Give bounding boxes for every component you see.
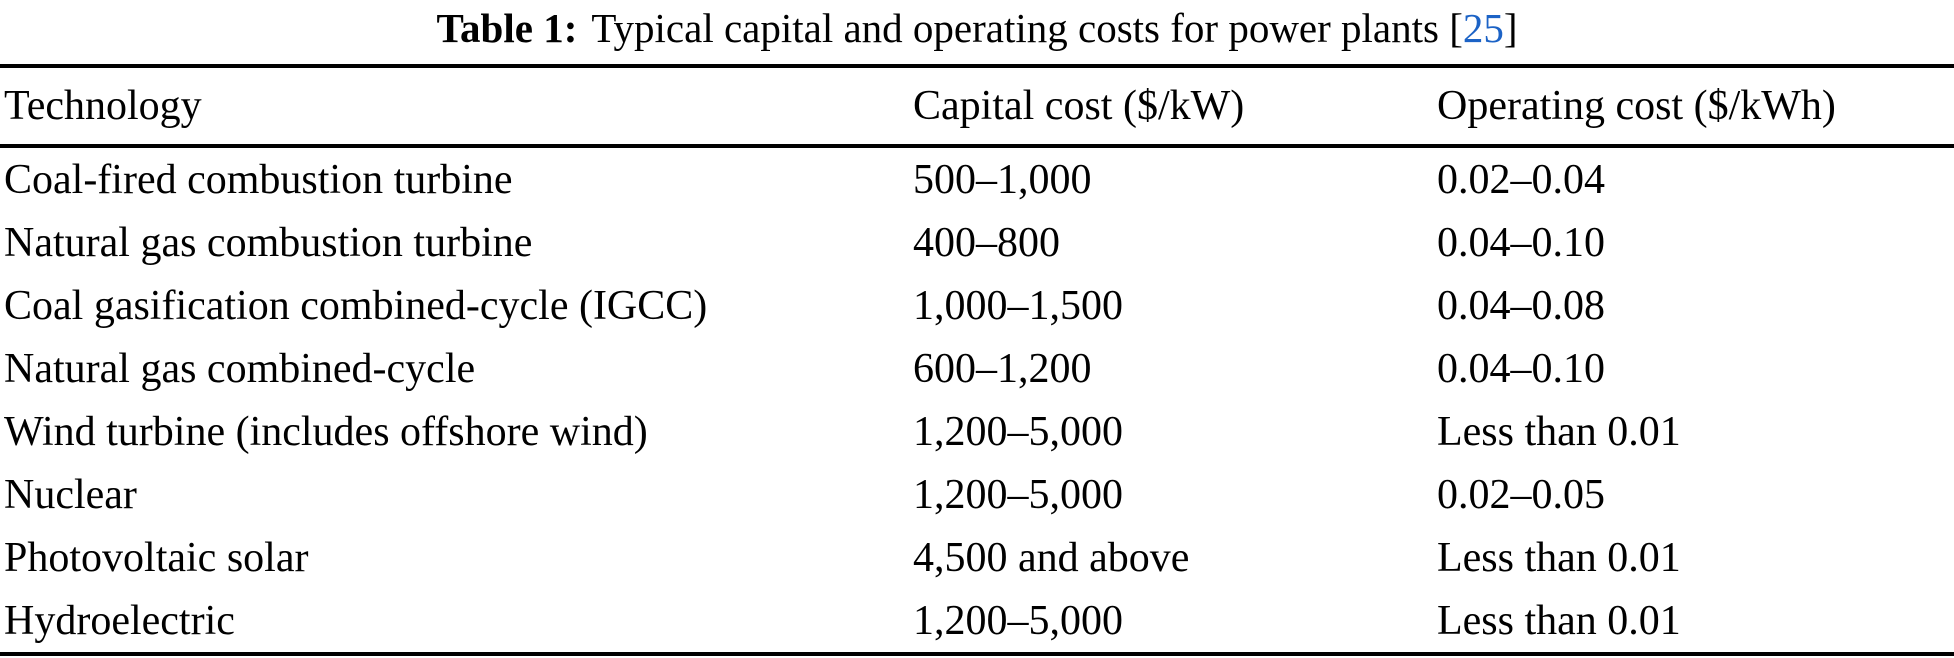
table-row <box>0 337 1954 400</box>
technology-cell: Natural gas combustion turbine <box>4 219 533 266</box>
table-caption-title: Typical capital and operating costs for power plants <box>591 5 1439 51</box>
header-row <box>0 66 1954 146</box>
column-header-technology: Technology <box>4 83 202 129</box>
column-header-capital-cost: Capital cost ($/kW) <box>913 83 1245 129</box>
costs-table-body <box>0 146 1954 654</box>
citation-bracket-close: ] <box>1503 5 1518 51</box>
capital-cost-cell: 1,000–1,500 <box>913 282 1123 329</box>
costs-table-header <box>0 66 1954 146</box>
technology-cell: Wind turbine (includes offshore wind) <box>4 408 648 455</box>
table-row <box>0 274 1954 337</box>
operating-cost-cell: Less than 0.01 <box>1437 597 1681 644</box>
capital-cost-cell: 1,200–5,000 <box>913 408 1123 455</box>
technology-cell: Nuclear <box>4 471 137 518</box>
table-caption <box>0 0 1954 64</box>
technology-cell: Coal gasification combined-cycle (IGCC) <box>4 282 708 329</box>
costs-table <box>0 64 1954 656</box>
citation-bracket-open: [ <box>1449 5 1463 51</box>
operating-cost-cell: 0.02–0.05 <box>1437 471 1605 518</box>
citation-brackets <box>1449 5 1517 51</box>
capital-cost-cell: 4,500 and above <box>913 534 1190 581</box>
table-row <box>0 463 1954 526</box>
operating-cost-cell: Less than 0.01 <box>1437 534 1681 581</box>
citation-link[interactable]: 25 <box>1462 5 1504 51</box>
technology-cell: Coal-fired combustion turbine <box>4 156 513 203</box>
table-row <box>0 526 1954 589</box>
table-row <box>0 211 1954 274</box>
operating-cost-cell: 0.04–0.10 <box>1437 219 1605 266</box>
operating-cost-cell: 0.02–0.04 <box>1437 156 1605 203</box>
operating-cost-cell: 0.04–0.10 <box>1437 345 1605 392</box>
table-caption-label: Table 1: <box>436 5 578 51</box>
operating-cost-cell: 0.04–0.08 <box>1437 282 1605 329</box>
capital-cost-cell: 500–1,000 <box>913 156 1092 203</box>
table-row <box>0 589 1954 654</box>
capital-cost-cell: 600–1,200 <box>913 345 1092 392</box>
capital-cost-cell: 400–800 <box>913 219 1060 266</box>
capital-cost-cell: 1,200–5,000 <box>913 471 1123 518</box>
table-row <box>0 146 1954 211</box>
capital-cost-cell: 1,200–5,000 <box>913 597 1123 644</box>
operating-cost-cell: Less than 0.01 <box>1437 408 1681 455</box>
table-row <box>0 400 1954 463</box>
technology-cell: Natural gas combined-cycle <box>4 345 476 392</box>
technology-cell: Hydroelectric <box>4 597 235 644</box>
technology-cell: Photovoltaic solar <box>4 534 309 581</box>
column-header-operating-cost: Operating cost ($/kWh) <box>1437 83 1836 129</box>
